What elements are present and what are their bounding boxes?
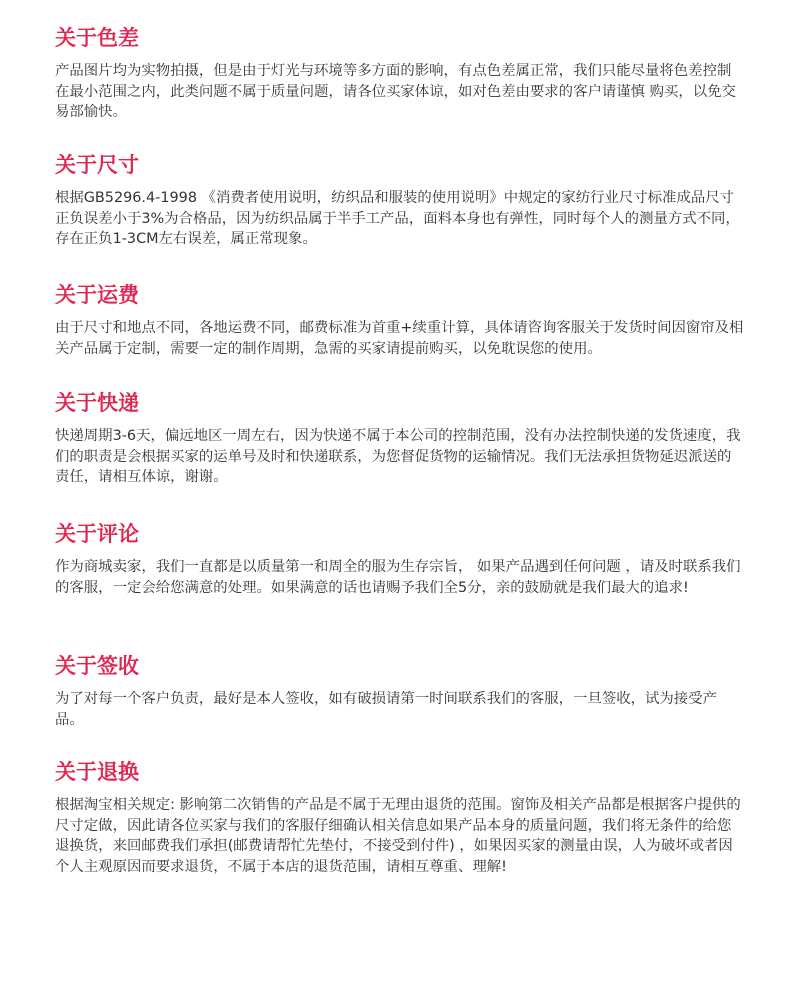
section-color-difference	[55, 24, 745, 123]
section-title: 关于退换	[55, 760, 139, 784]
section-body: 产品图片均为实物拍摄，但是由于灯光与环境等多方面的影响，有点色差属正常，我们只能尽量将色差控制在最小范围之内，此类问题不属于质量问题，请各位买家体谅，如对色差由要求的客户请谨慎 购买，以免交易部愉快。	[55, 63, 736, 120]
section-body: 根据GB5296.4-1998 《消费者使用说明，纺织品和服装的使用说明》中规定的家纺行业尺寸标准成品尺寸正负误差小于3%为合格品，因为纺织品属于半手工产品，面料本身也有弹性，同时每个人的测量方式不同，存在正负1-3CM左右误差，属正常现象。	[55, 190, 740, 247]
section-title: 关于运费	[55, 283, 139, 307]
section-receipt	[55, 652, 745, 730]
section-title: 关于评论	[55, 522, 139, 546]
section-title: 关于色差	[55, 26, 139, 50]
section-size	[55, 151, 745, 250]
section-body: 根据淘宝相关规定: 影响第二次销售的产品是不属于无理由退货的范围。窗饰及相关产品都是根据客户提供的尺寸定做，因此请各位买家与我们的客服仔细确认相关信息如果产品本身的质量问题，我们将无条件的给您退换货，来回邮费我们承担(邮费请帮忙先垫付，不接受到付件) ，如果因买家的测量由误，人为破坏或者因个人主观原因而要求退货，不属于本店的退货范围，请相互尊重、理解!	[55, 797, 741, 875]
section-shipping-fee	[55, 281, 745, 359]
section-body: 由于尺寸和地点不同，各地运费不同，邮费标准为首重+续重计算，具体请咨询客服关于发货时间因窗帘及相关产品属于定制，需要一定的制作周期，急需的买家请提前购买，以免耽误您的使用。	[55, 320, 744, 357]
section-courier	[55, 389, 745, 488]
section-body: 为了对每一个客户负责，最好是本人签收，如有破损请第一时间联系我们的客服，一旦签收，试为接受产品。	[55, 691, 717, 728]
section-title: 关于签收	[55, 654, 139, 678]
section-body: 作为商城卖家，我们一直都是以质量第一和周全的服为生存宗旨， 如果产品遇到任何问题 ，请及时联系我们的客服，一定会给您满意的处理。如果满意的话也请赐予我们全5分，亲的鼓励就是我们最大的追求!	[55, 559, 741, 596]
section-returns	[55, 758, 745, 877]
section-title: 关于快递	[55, 391, 139, 415]
section-body: 快递周期3-6天，偏远地区一周左右，因为快递不属于本公司的控制范围，没有办法控制快递的发货速度，我们的职责是会根据买家的运单号及时和快递联系，为您督促货物的运输情况。我们无法承担货物延迟派送的责任，请相互体谅，谢谢。	[55, 428, 741, 485]
section-reviews	[55, 520, 745, 598]
section-title: 关于尺寸	[55, 153, 139, 177]
